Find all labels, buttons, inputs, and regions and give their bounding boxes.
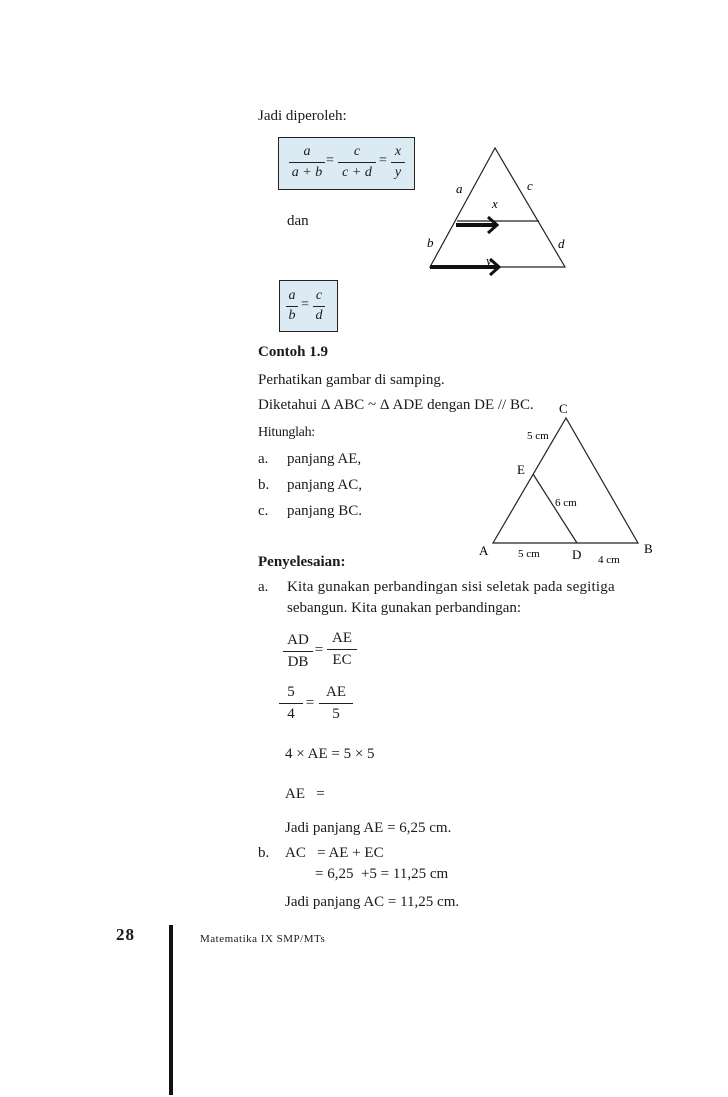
example-line1: Perhatikan gambar di samping. — [258, 372, 445, 388]
label-E: E — [517, 462, 525, 477]
box2-num2: c — [315, 288, 323, 303]
solution-b-line1: AC = AE + EC — [285, 845, 384, 861]
item-a-text: panjang AE, — [287, 451, 362, 467]
book-title: Matematika IX SMP/MTs — [200, 933, 326, 945]
label-x: x — [492, 196, 498, 211]
item-b-text: panjang AC, — [287, 477, 362, 493]
solution-b-label: b. — [258, 845, 270, 861]
solution-a-label: a. — [258, 579, 269, 595]
label-ad: 5 cm — [518, 548, 540, 560]
label-B: B — [644, 541, 653, 556]
box1-num2: c — [353, 144, 361, 159]
triangle-figure-1 — [420, 140, 585, 280]
label-b: b — [427, 235, 434, 250]
label-a: a — [456, 181, 463, 196]
box2-num1: a — [288, 288, 296, 303]
item-b-label: b. — [258, 477, 270, 493]
r2-den1: 4 — [287, 706, 295, 722]
r1-den2: EC — [332, 652, 352, 668]
r1-num1: AD — [287, 632, 309, 648]
r1-num2: AE — [332, 630, 352, 646]
box1-eq1: = — [326, 153, 334, 168]
label-c: c — [527, 178, 533, 193]
label-d: d — [558, 236, 565, 251]
example-title: Contoh 1.9 — [258, 344, 329, 360]
item-c-text: panjang BC. — [287, 503, 362, 519]
page-number: 28 — [116, 925, 135, 944]
box1-den3: y — [394, 165, 402, 180]
label-y: y — [486, 253, 492, 268]
r1-eq: = — [314, 642, 324, 658]
label-D: D — [572, 547, 582, 562]
formula-box-1 — [278, 137, 415, 190]
r1-den1: DB — [287, 654, 309, 670]
label-ec: 5 cm — [527, 430, 549, 442]
box1-num1: a — [303, 144, 311, 159]
example-line3: Hitunglah: — [258, 425, 315, 440]
box1-eq2: = — [379, 153, 387, 168]
conclusion-a: Jadi panjang AE = 6,25 cm. — [285, 820, 452, 836]
solution-title: Penyelesaian: — [258, 554, 346, 570]
r2-num1: 5 — [287, 684, 295, 700]
r2-den2: 5 — [332, 706, 340, 722]
label-db: 4 cm — [598, 554, 620, 566]
solution-b-line2: = 6,25 +5 = 11,25 cm — [315, 866, 449, 882]
footer-divider — [169, 925, 173, 1095]
calc-line: 4 × AE = 5 × 5 — [285, 746, 375, 762]
ratio-equation-2 — [279, 684, 359, 728]
box2-eq: = — [301, 297, 309, 312]
conclusion-b: Jadi panjang AC = 11,25 cm. — [285, 894, 460, 910]
ratio-equation-1 — [283, 630, 363, 674]
box1-den1: a + b — [291, 165, 323, 180]
box1-den2: c + d — [342, 165, 372, 180]
r2-num2: AE — [326, 684, 346, 700]
solution-a-line1: Kita gunakan perbandingan sisi seletak pada segitiga — [287, 579, 615, 595]
formula-box-2 — [279, 280, 338, 332]
label-C: C — [559, 401, 568, 416]
r2-eq: = — [305, 695, 315, 711]
item-a-label: a. — [258, 451, 269, 467]
solution-a-line2: sebangun. Kita gunakan perbandingan: — [287, 600, 522, 616]
box2-den2: d — [315, 308, 323, 323]
label-A: A — [479, 543, 489, 558]
ae-line: AE = — [285, 786, 325, 802]
triangle-figure-2 — [470, 398, 665, 568]
example-line2: Diketahui Δ ABC ~ Δ ADE dengan DE // BC. — [258, 397, 534, 413]
label-de: 6 cm — [555, 497, 577, 509]
item-c-label: c. — [258, 503, 269, 519]
intro-text: Jadi diperoleh: — [258, 108, 347, 124]
box1-num3: x — [394, 144, 402, 159]
box2-den1: b — [288, 308, 296, 323]
dan-text: dan — [287, 213, 309, 229]
